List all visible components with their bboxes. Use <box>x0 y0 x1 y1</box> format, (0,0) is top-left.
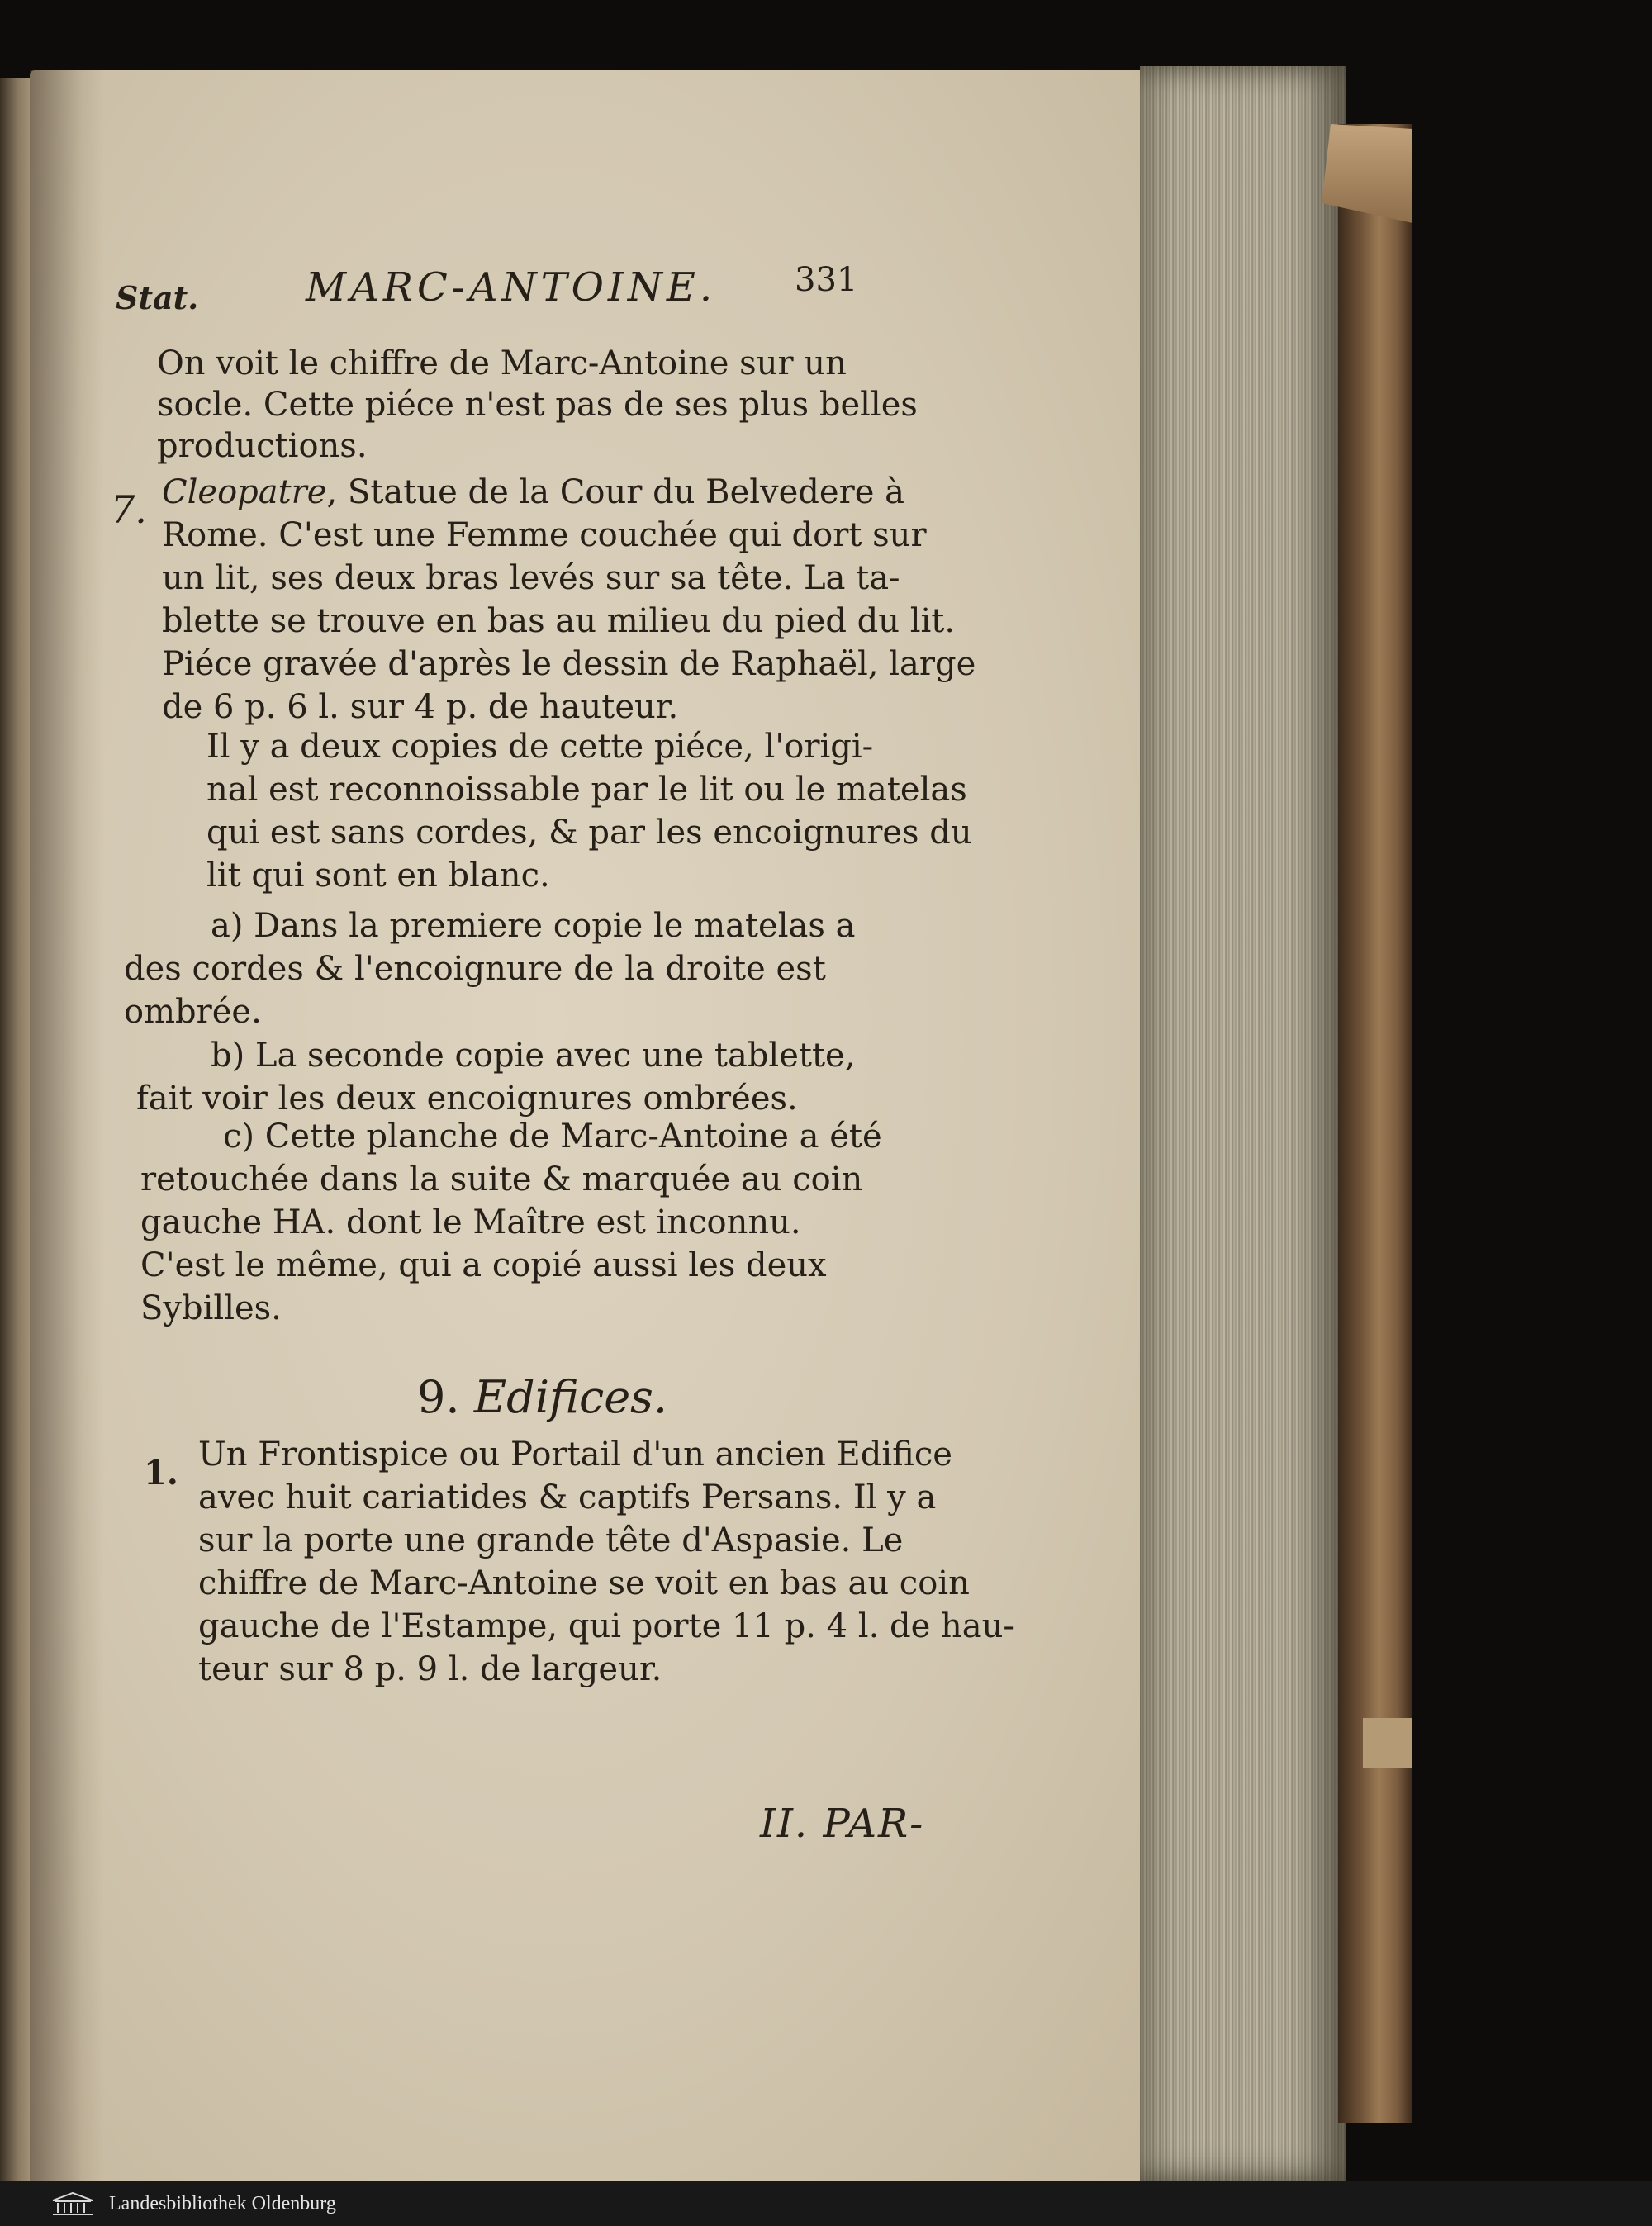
page-number: 331 <box>795 261 858 299</box>
text-line: C'est le même, qui a copié aussi les deux <box>140 1246 827 1284</box>
text-line: ombrée. <box>124 993 262 1031</box>
text-line: gauche de l'Estampe, qui porte 11 p. 4 l. de hau- <box>198 1607 1014 1645</box>
item-number: 7. <box>111 487 147 532</box>
text-line: fait voir les deux encoignures ombrées. <box>136 1080 798 1118</box>
book-cover-board <box>1338 124 1412 2123</box>
left-page-edge <box>0 78 33 2185</box>
library-building-icon <box>50 2190 96 2217</box>
text-line: c) Cette planche de Marc-Antoine a été <box>223 1118 882 1156</box>
text-line: chiffre de Marc-Antoine se voit en bas au coin <box>198 1564 970 1602</box>
cover-patch <box>1363 1718 1412 1768</box>
entry-title: Cleopatre <box>162 473 327 511</box>
text-line: qui est sans cordes, & par les encoignures du <box>206 814 972 852</box>
text-line: teur sur 8 p. 9 l. de largeur. <box>198 1650 662 1688</box>
text-line: b) La seconde copie avec une tablette, <box>211 1037 856 1075</box>
text-line: blette se trouve en bas au milieu du pied du lit. <box>162 602 956 640</box>
catchword: II. PAR- <box>760 1801 925 1847</box>
book-fore-edge <box>1140 66 1346 2181</box>
text-line: lit qui sont en blanc. <box>206 857 550 895</box>
running-header-title: MARC-ANTOINE. <box>306 264 717 311</box>
text-line: socle. Cette piéce n'est pas de ses plus belles <box>157 386 918 424</box>
section-number: 9. <box>417 1371 460 1423</box>
item-number: 1. <box>144 1454 178 1493</box>
text-line: des cordes & l'encoignure de la droite est <box>124 950 826 988</box>
section-title: Edifices. <box>473 1371 668 1423</box>
section-heading <box>417 1371 667 1423</box>
text-line: a) Dans la premiere copie le matelas a <box>211 907 856 945</box>
text-line: On voit le chiffre de Marc-Antoine sur un <box>157 344 847 382</box>
text-line: Rome. C'est une Femme couchée qui dort sur <box>162 516 927 554</box>
text-line: de 6 p. 6 l. sur 4 p. de hauteur. <box>162 688 679 726</box>
text-line: productions. <box>157 427 368 465</box>
text-line: retouchée dans la suite & marquée au coin <box>140 1160 863 1198</box>
text-line: gauche HA. dont le Maître est inconnu. <box>140 1203 801 1241</box>
text-line: Il y a deux copies de cette piéce, l'origi- <box>206 728 874 766</box>
entry-frontispice <box>198 1433 1014 1691</box>
text-line: Piéce gravée d'après le dessin de Raphaël, large <box>162 645 976 683</box>
text-line: nal est reconnoissable par le lit ou le matelas <box>206 771 967 809</box>
text-line: Cleopatre, Statue de la Cour du Belvedere à <box>162 473 904 511</box>
text-line: sur la porte une grande tête d'Aspasie. Le <box>198 1521 904 1559</box>
library-credit: Landesbibliothek Oldenburg <box>109 2193 336 2214</box>
page-gutter-shadow <box>30 70 104 2185</box>
entry-cleopatre <box>162 471 976 729</box>
text-line: avec huit cariatides & captifs Persans. Il y a <box>198 1478 937 1516</box>
paragraph-copies <box>206 725 972 897</box>
running-header-left: Stat. <box>116 279 199 316</box>
paragraph-copy-a <box>124 904 929 1033</box>
text-line: Un Frontispice ou Portail d'un ancien Edifice <box>198 1436 952 1474</box>
text-line: Sybilles. <box>140 1289 282 1327</box>
paragraph-copy-b <box>136 1034 929 1120</box>
paragraph-continuation <box>157 343 918 467</box>
text-line: un lit, ses deux bras levés sur sa tête. La ta- <box>162 559 900 597</box>
paragraph-copy-c <box>140 1115 933 1330</box>
